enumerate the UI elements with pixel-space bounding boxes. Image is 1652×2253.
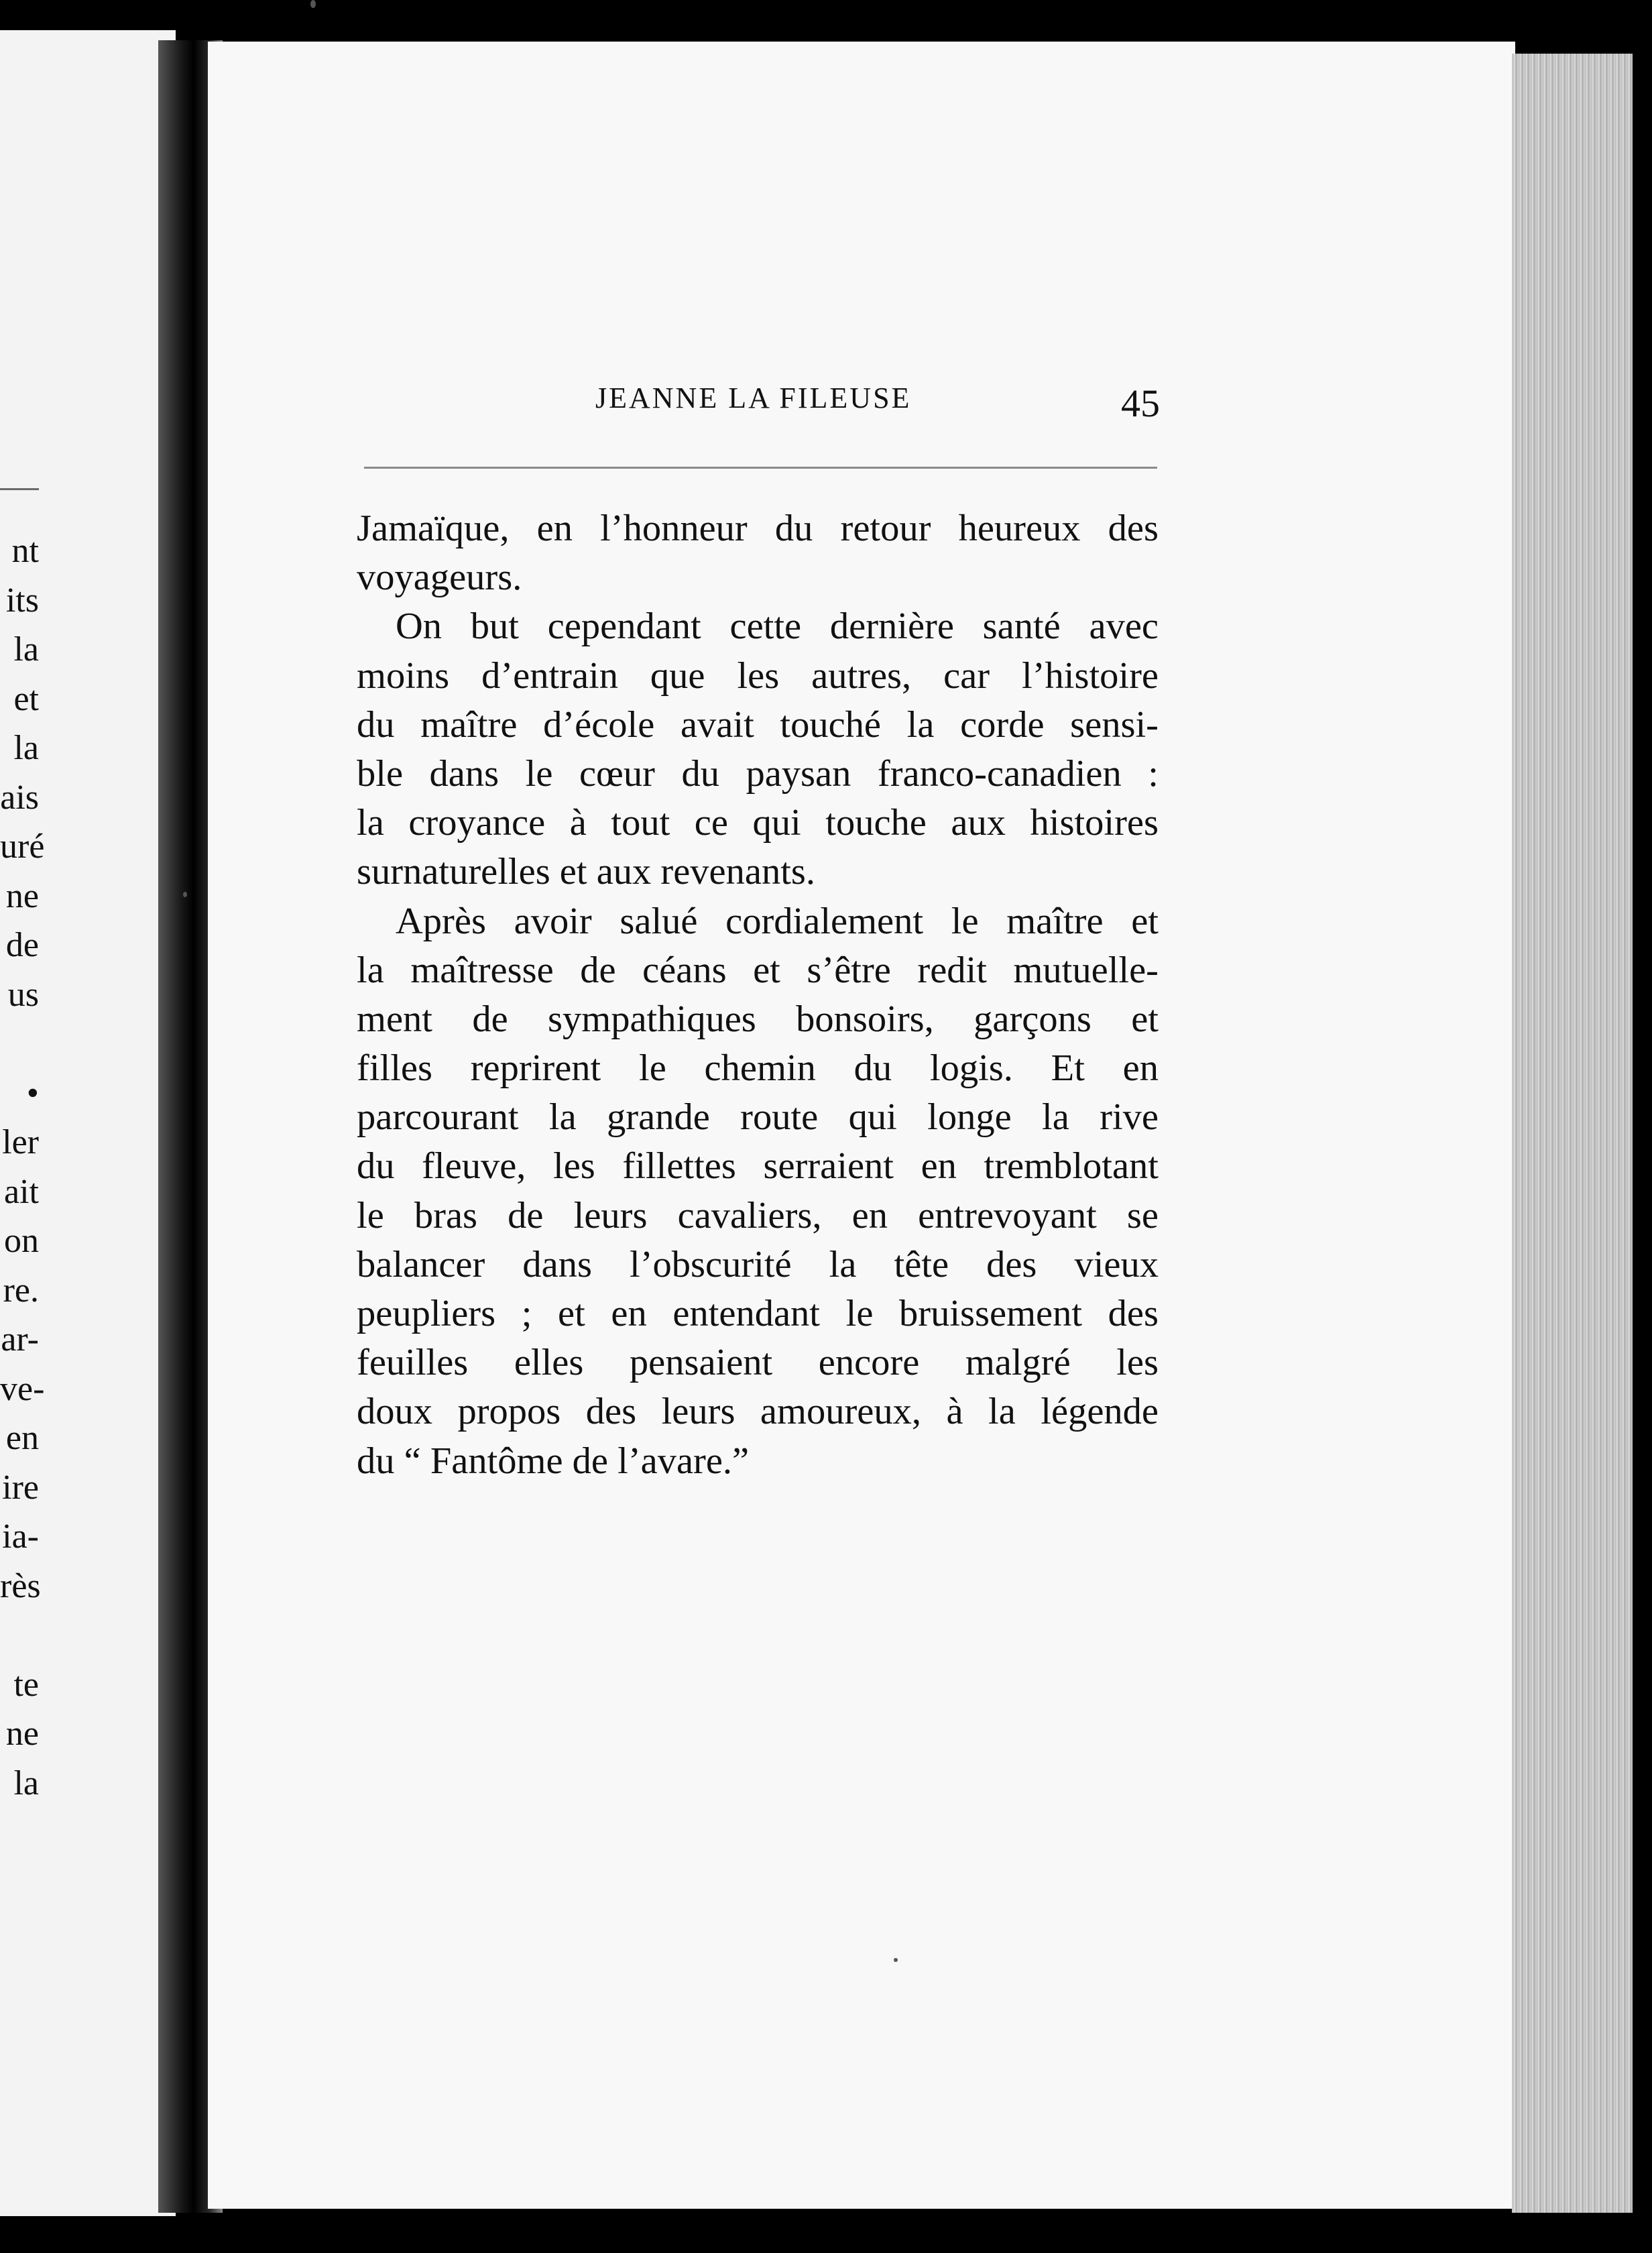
text-line: balancer dans l’obscurité la tête des vieux: [357, 1243, 1159, 1285]
text-line: la maîtresse de céans et s’être redit mutuelle-: [357, 949, 1159, 991]
text-line: moins d’entrain que les autres, car l’histoire: [357, 654, 1159, 697]
text-line: ble dans le cœur du paysan franco-canadien :: [357, 752, 1159, 795]
previous-page-line-fragment: ais: [0, 778, 39, 817]
scan-speck: [183, 892, 187, 897]
previous-page-line-fragment: ire: [2, 1468, 39, 1507]
header-rule: [364, 467, 1157, 469]
previous-page-line-fragment: ne: [5, 876, 39, 915]
text-line: Jamaïque, en l’honneur du retour heureux des: [357, 508, 1159, 549]
previous-page-line-fragment: ne: [5, 1715, 39, 1753]
previous-page-line-fragment: rès: [0, 1566, 41, 1605]
scan-speck: [310, 0, 316, 8]
previous-page-line-fragment: ait: [4, 1172, 39, 1211]
previous-page-line-fragment: ler: [2, 1123, 39, 1161]
text-line: Après avoir salué cordialement le maître et: [396, 900, 1159, 942]
previous-page-line-fragment: te: [13, 1665, 39, 1704]
previous-page-line-fragment: la: [13, 1764, 39, 1802]
previous-page-line-fragment: [0, 1611, 39, 1660]
text-line: feuilles elles pensaient encore malgré les: [357, 1342, 1159, 1384]
previous-page-line-fragment: en: [5, 1419, 39, 1457]
text-line: parcourant la grande route qui longe la rive: [357, 1096, 1159, 1139]
text-line: voyageurs.: [357, 557, 522, 599]
text-line: doux propos des leurs amoureux, à la légende: [357, 1391, 1159, 1433]
page-edges: [1512, 54, 1633, 2213]
previous-page-line-fragment: la: [13, 630, 39, 669]
text-line: filles reprirent le chemin du logis. Et en: [357, 1047, 1159, 1090]
text-line: On but cependant cette dernière santé avec: [396, 605, 1159, 648]
text-line: surnaturelles et aux revenants.: [357, 851, 816, 893]
previous-page-line-fragment: ia-: [2, 1517, 39, 1556]
previous-page-header-rule: [0, 488, 39, 490]
previous-page-line-fragment: et: [13, 679, 39, 718]
previous-page-line-fragment: la: [13, 729, 39, 767]
previous-page-line-fragment: [0, 1019, 39, 1069]
text-line: ment de sympathiques bonsoirs, garçons et: [357, 998, 1159, 1040]
text-line: peupliers ; et en entendant le bruissement des: [357, 1293, 1159, 1334]
previous-page-line-fragment: uré: [0, 827, 45, 866]
previous-page-text: [0, 526, 45, 1808]
previous-page-line-fragment: us: [7, 975, 39, 1014]
text-line: du maître d’école avait touché la corde sensi-: [357, 703, 1159, 746]
previous-page-line-fragment: nt: [11, 532, 39, 570]
text-line: du “ Fantôme de l’avare.”: [357, 1440, 750, 1482]
previous-page-line-fragment: de: [5, 926, 39, 964]
running-head-title: JEANNE LA FILEUSE: [595, 382, 912, 414]
previous-page-line-fragment: •: [26, 1074, 39, 1112]
previous-page-line-fragment: on: [4, 1222, 39, 1260]
text-line: la croyance à tout ce qui touche aux histoires: [357, 802, 1159, 844]
previous-page-line-fragment: its: [5, 581, 39, 620]
body-text: [357, 504, 1159, 1486]
previous-page-line-fragment: re.: [3, 1271, 39, 1310]
previous-page: [0, 30, 176, 2216]
previous-page-line-fragment: ve-: [0, 1369, 45, 1408]
text-line: du fleuve, les fillettes serraient en tremblotant: [357, 1145, 1159, 1188]
previous-page-line-fragment: ar-: [1, 1320, 39, 1359]
text-line: le bras de leurs cavaliers, en entrevoyant se: [357, 1194, 1159, 1236]
scan-speck: [894, 1958, 898, 1962]
page-number: 45: [1121, 382, 1160, 425]
